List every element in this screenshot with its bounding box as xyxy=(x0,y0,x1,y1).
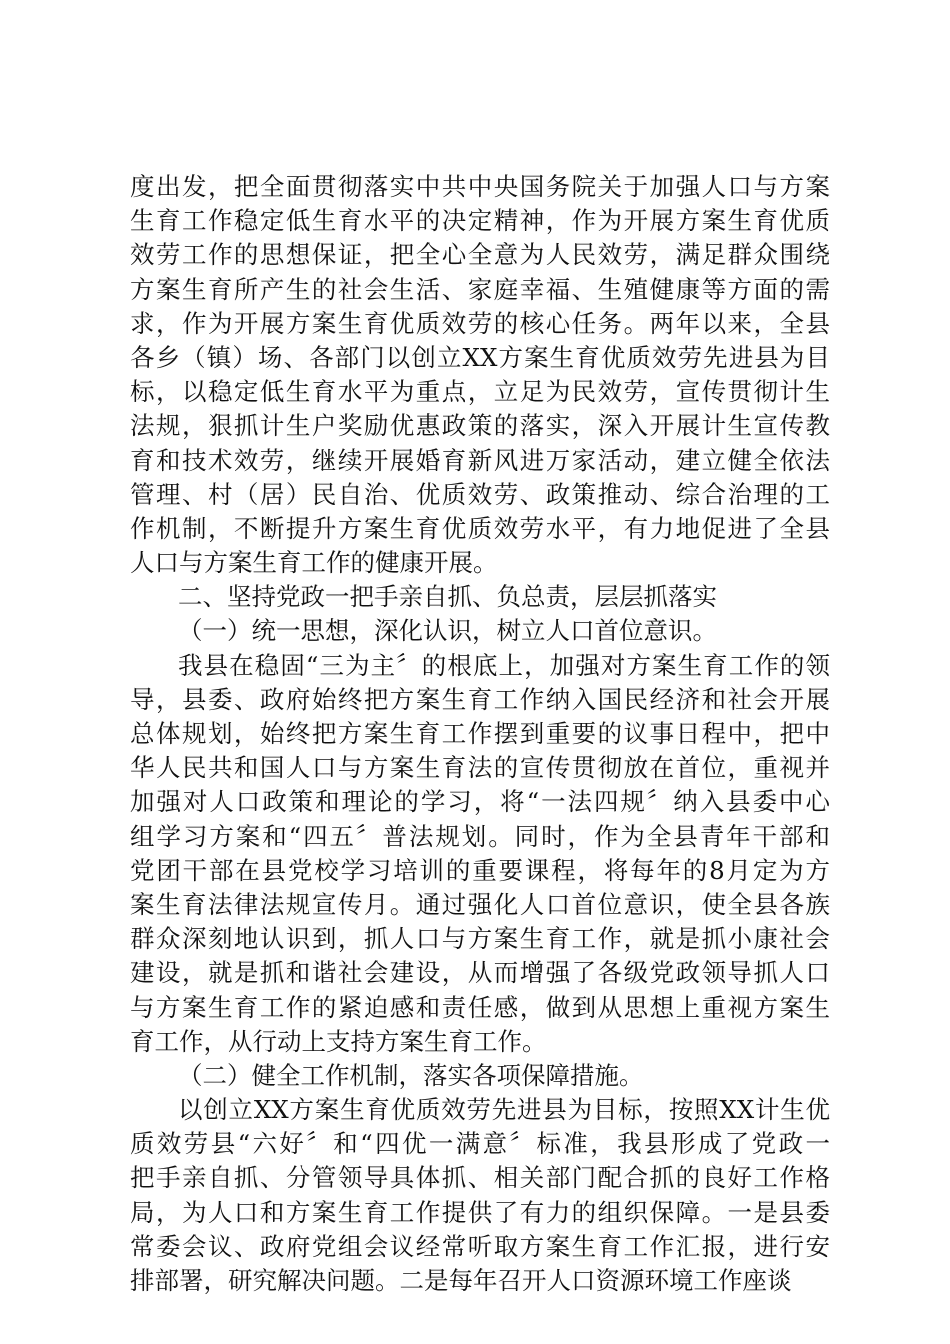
text-line: 群众深刻地认识到，抓人口与方案生育工作，就是抓小康社会 xyxy=(130,924,830,954)
text-line: 人口与方案生育工作的健康开展。 xyxy=(130,548,498,578)
text-line: 育和技术效劳，继续开展婚育新风进万家活动，建立健全依法 xyxy=(130,445,830,475)
text-line: 度出发，把全面贯彻落实中共中央国务院关于加强人口与方案 xyxy=(130,172,830,201)
text-line: 二、坚持党政一把手亲自抓、负总责，层层抓落实 xyxy=(178,582,717,612)
text-line: 把手亲自抓、分管领导具体抓、相关部门配合抓的良好工作格 xyxy=(130,1163,830,1193)
paragraph-body xyxy=(130,649,830,1059)
text-line: 加强对人口政策和理论的学习，将“一法四规〞纳入县委中心 xyxy=(130,787,830,817)
text-line: 育工作，从行动上支持方案生育工作。 xyxy=(130,1026,547,1056)
text-line: 各乡（镇）场、各部门以创立XX方案生育优质效劳先进县为目 xyxy=(130,342,830,372)
text-line: 管理、村（居）民自治、优质效劳、政策推动、综合治理的工 xyxy=(130,479,830,509)
document-body xyxy=(130,170,830,1298)
text-line: 以创立XX方案生育优质效劳先进县为目标，按照XX计生优 xyxy=(178,1095,830,1125)
text-line: 求，作为开展方案生育优质效劳的核心任务。两年以来，全县 xyxy=(130,308,830,338)
paragraph-heading xyxy=(130,580,830,614)
text-line: 标，以稳定低生育水平为重点，立足为民效劳，宣传贯彻计生 xyxy=(130,377,830,407)
text-line: 生育工作稳定低生育水平的决定精神，作为开展方案生育优质 xyxy=(130,206,830,236)
text-line: 常委会议、政府党组会议经常听取方案生育工作汇报，进行安 xyxy=(130,1231,830,1261)
text-line: 建设，就是抓和谐社会建设，从而增强了各级党政领导抓人口 xyxy=(130,958,830,988)
text-line: 党团干部在县党校学习培训的重要课程，将每年的8月定为方 xyxy=(130,855,830,885)
text-line: 导，县委、政府始终把方案生育工作纳入国民经济和社会开展 xyxy=(130,684,830,714)
text-line: 效劳工作的思想保证，把全心全意为人民效劳，满足群众围绕 xyxy=(130,240,830,270)
paragraph-body xyxy=(130,170,830,580)
text-line: 组学习方案和“四五〞普法规划。同时，作为全县青年干部和 xyxy=(130,821,830,851)
text-line: 作机制，不断提升方案生育优质效劳水平，有力地促进了全县 xyxy=(130,513,830,543)
text-line: （二）健全工作机制，落实各项保障措施。 xyxy=(178,1060,644,1090)
text-line: 华人民共和国人口与方案生育法的宣传贯彻放在首位，重视并 xyxy=(130,753,830,783)
text-line: 与方案生育工作的紧迫感和责任感，做到从思想上重视方案生 xyxy=(130,992,830,1022)
text-line: 总体规划，始终把方案生育工作摆到重要的议事日程中，把中 xyxy=(130,719,830,748)
text-line: 法规，狠抓计生户奖励优惠政策的落实，深入开展计生宣传教 xyxy=(130,411,830,441)
text-line: 案生育法律法规宣传月。通过强化人口首位意识，使全县各族 xyxy=(130,889,830,919)
text-line: 排部署，研究解决问题。二是每年召开人口资源环境工作座谈 xyxy=(130,1266,792,1295)
text-line: （一）统一思想，深化认识，树立人口首位意识。 xyxy=(178,616,717,646)
text-line: 局，为人口和方案生育工作提供了有力的组织保障。一是县委 xyxy=(130,1197,830,1227)
text-line: 方案生育所产生的社会生活、家庭幸福、生殖健康等方面的需 xyxy=(130,274,830,304)
paragraph-body xyxy=(130,1093,830,1298)
text-line: 我县在稳固“三为主〞的根底上，加强对方案生育工作的领 xyxy=(178,650,830,680)
paragraph-subheading xyxy=(130,1059,830,1093)
paragraph-subheading xyxy=(130,614,830,648)
text-line: 质效劳县“六好〞和“四优一满意〞标准，我县形成了党政一 xyxy=(130,1129,830,1159)
